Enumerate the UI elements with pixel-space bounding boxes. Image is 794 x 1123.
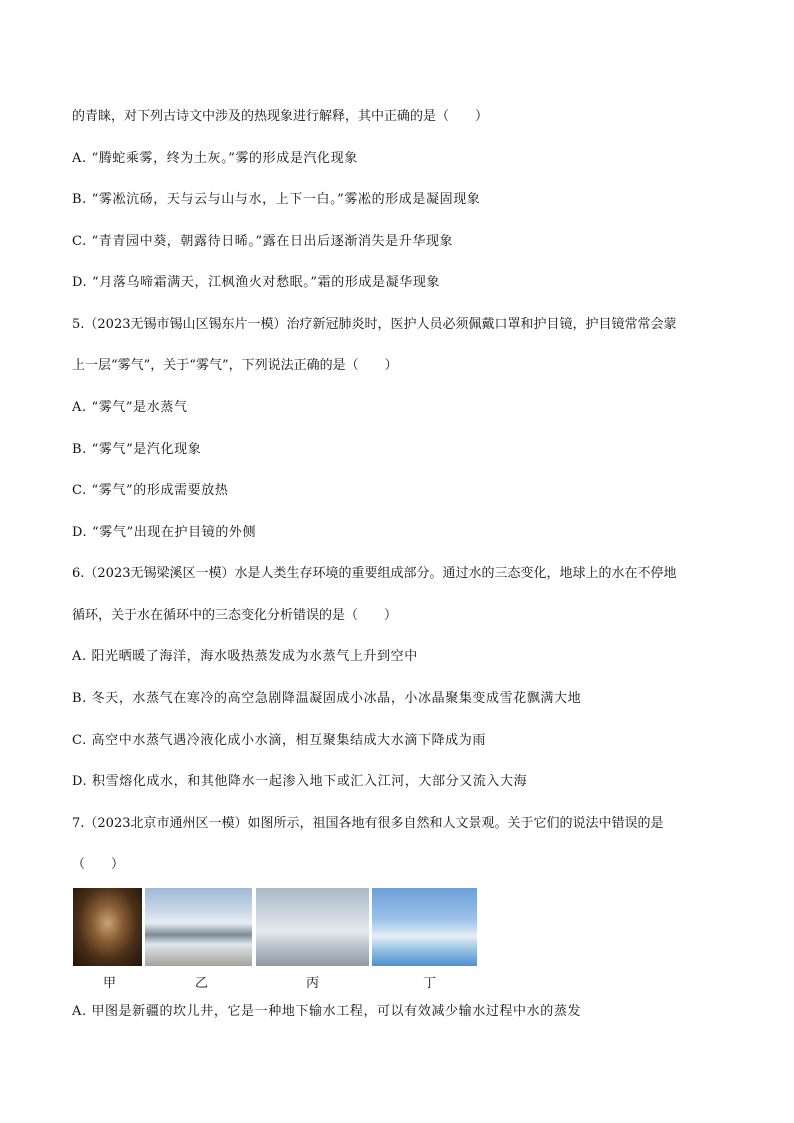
- q5-stem-line2: 上一层“雾气”，关于“雾气”，下列说法正确的是（ ）: [72, 358, 398, 373]
- caption-jia: 甲: [103, 976, 117, 991]
- q4-option-a: A. “腾蛇乘雾，终为土灰。”雾的形成是汽化现象: [72, 151, 358, 166]
- q6-option-a: A. 阳光晒暖了海洋，海水吸热蒸发成为水蒸气上升到空中: [72, 649, 418, 664]
- q6-stem-line2: 循环，关于水在循环中的三态变化分析错误的是（ ）: [72, 608, 398, 623]
- caption-yi: 乙: [195, 976, 209, 991]
- photo-karez: [73, 888, 142, 966]
- q7-stem-line2: （ ）: [72, 857, 125, 872]
- q4-stem-tail: 的青睐，对下列古诗文中涉及的热现象进行解释，其中正确的是（ ）: [72, 109, 489, 124]
- caption-ding: 丁: [423, 976, 437, 991]
- q5-option-c: C. “雾气”的形成需要放热: [72, 483, 229, 498]
- caption-bing: 丙: [306, 976, 320, 991]
- photo-foggy-city: [256, 888, 369, 966]
- q5-option-d: D. “雾气”出现在护目镜的外侧: [72, 525, 257, 540]
- photo-rime-trees: [372, 888, 477, 966]
- q4-option-d: D. “月落乌啼霜满天，江枫渔火对愁眠。”霜的形成是凝华现象: [72, 275, 441, 290]
- photo-glacier: [145, 888, 252, 966]
- q6-option-b: B. 冬天，水蒸气在寒冷的高空急剧降温凝固成小冰晶，小冰晶聚集变成雪花飘满大地: [72, 691, 582, 706]
- q7-stem-line1: 7.（2023北京市通州区一模）如图所示，祖国各地有很多自然和人文景观。关于它们的说法中错误的是: [72, 816, 664, 831]
- q6-option-d: D. 积雪熔化成水，和其他降水一起渗入地下或汇入江河，大部分又流入大海: [72, 774, 528, 789]
- q4-option-b: B. “雾凇沆砀，天与云与山与水，上下一白。”雾凇的形成是凝固现象: [72, 192, 481, 207]
- q5-option-a: A. “雾气”是水蒸气: [72, 400, 188, 415]
- q4-option-c: C. “青青园中葵，朝露待日晞。”露在日出后逐渐消失是升华现象: [72, 234, 454, 249]
- q7-option-a: A. 甲图是新疆的坎儿井，它是一种地下输水工程，可以有效减少输水过程中水的蒸发: [72, 1004, 582, 1019]
- q5-option-b: B. “雾气”是汽化现象: [72, 442, 202, 457]
- q6-option-c: C. 高空中水蒸气遇冷液化成小水滴，相互聚集结成大水滴下降成为雨: [72, 733, 486, 748]
- q5-stem-line1: 5.（2023无锡市锡山区锡东片一模）治疗新冠肺炎时，医护人员必须佩戴口罩和护目镜，护目镜常常会蒙: [72, 317, 677, 332]
- q6-stem-line1: 6.（2023无锡梁溪区一模）水是人类生存环境的重要组成部分。通过水的三态变化，地球上的水在不停地: [72, 566, 677, 581]
